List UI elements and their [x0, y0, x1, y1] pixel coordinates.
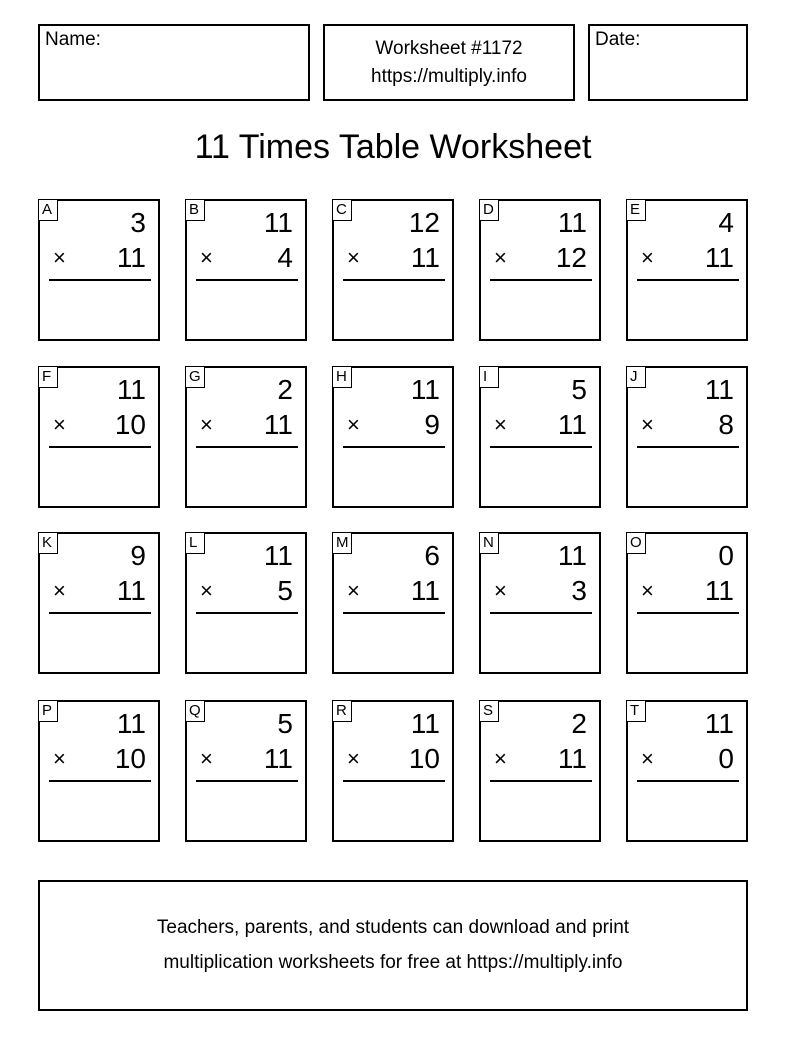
page-title: 11 Times Table Worksheet — [194, 128, 592, 166]
problem-card-e[interactable] — [626, 199, 748, 341]
answer-line — [343, 279, 445, 281]
multiplicand: 2 — [571, 708, 587, 739]
answer-line — [490, 780, 592, 782]
multiplier: 10 — [114, 409, 146, 440]
multiplicand: 11 — [116, 708, 146, 739]
problem-card-b[interactable] — [185, 199, 307, 341]
answer-line — [490, 612, 592, 614]
multiplier: 0 — [718, 743, 734, 774]
times-sign: × — [641, 245, 654, 270]
problem-card-n[interactable] — [479, 532, 601, 674]
multiplier: 3 — [571, 575, 587, 606]
multiplicand: 6 — [424, 540, 440, 571]
multiplier: 5 — [277, 575, 293, 606]
multiplicand: 11 — [410, 708, 440, 739]
multiplier: 11 — [263, 743, 293, 774]
footer-text-line-2: multiplication worksheets for free at https://multiply.info — [163, 952, 623, 973]
date-field[interactable] — [588, 24, 748, 101]
multiplicand: 5 — [277, 708, 293, 739]
answer-line — [49, 279, 151, 281]
times-sign: × — [53, 578, 66, 603]
worksheet-info-box — [323, 24, 575, 101]
answer-line — [490, 279, 592, 281]
worksheet-url: https://multiply.info — [371, 66, 527, 87]
problem-card-j[interactable] — [626, 366, 748, 508]
answer-line — [196, 279, 298, 281]
multiplicand: 11 — [410, 374, 440, 405]
problem-letter: O — [626, 532, 646, 554]
footer-box — [38, 880, 748, 1011]
name-field[interactable] — [38, 24, 310, 101]
problem-card-l[interactable] — [185, 532, 307, 674]
date-label: Date: — [595, 29, 641, 50]
multiplicand: 11 — [263, 540, 293, 571]
problem-card-r[interactable] — [332, 700, 454, 842]
times-sign: × — [494, 245, 507, 270]
problem-card-m[interactable] — [332, 532, 454, 674]
multiplier: 9 — [424, 409, 440, 440]
answer-line — [49, 780, 151, 782]
times-sign: × — [53, 245, 66, 270]
answer-line — [637, 612, 739, 614]
multiplier: 11 — [557, 409, 587, 440]
problem-letter: G — [185, 366, 205, 388]
problem-letter: L — [185, 532, 205, 554]
worksheet-number: Worksheet #1172 — [375, 38, 523, 59]
multiplier: 11 — [704, 242, 734, 273]
times-sign: × — [200, 412, 213, 437]
multiplicand: 0 — [718, 540, 734, 571]
problem-card-i[interactable] — [479, 366, 601, 508]
problem-card-k[interactable] — [38, 532, 160, 674]
problem-letter: C — [332, 199, 352, 221]
problem-card-o[interactable] — [626, 532, 748, 674]
times-sign: × — [494, 578, 507, 603]
answer-line — [196, 780, 298, 782]
times-sign: × — [347, 245, 360, 270]
multiplicand: 11 — [557, 540, 587, 571]
problem-letter: R — [332, 700, 352, 722]
name-label: Name: — [45, 29, 101, 50]
problem-letter: S — [479, 700, 499, 722]
answer-line — [49, 446, 151, 448]
problem-card-s[interactable] — [479, 700, 601, 842]
multiplier: 10 — [114, 743, 146, 774]
times-sign: × — [347, 746, 360, 771]
problem-letter: E — [626, 199, 646, 221]
times-sign: × — [53, 412, 66, 437]
multiplicand: 5 — [571, 374, 587, 405]
multiplicand: 3 — [130, 207, 146, 238]
problem-letter: F — [38, 366, 58, 388]
times-sign: × — [200, 746, 213, 771]
problem-card-c[interactable] — [332, 199, 454, 341]
multiplicand: 11 — [704, 374, 734, 405]
multiplier: 4 — [277, 242, 293, 273]
multiplier: 8 — [718, 409, 734, 440]
problem-letter: D — [479, 199, 499, 221]
multiplier: 11 — [410, 242, 440, 273]
multiplicand: 11 — [116, 374, 146, 405]
times-sign: × — [347, 578, 360, 603]
problem-letter: B — [185, 199, 205, 221]
multiplier: 10 — [408, 743, 440, 774]
answer-line — [343, 612, 445, 614]
problem-card-p[interactable] — [38, 700, 160, 842]
problem-letter: K — [38, 532, 58, 554]
multiplicand: 4 — [718, 207, 734, 238]
problem-letter: T — [626, 700, 646, 722]
multiplicand: 11 — [557, 207, 587, 238]
answer-line — [637, 780, 739, 782]
problem-card-d[interactable] — [479, 199, 601, 341]
times-sign: × — [200, 245, 213, 270]
answer-line — [196, 446, 298, 448]
multiplicand: 11 — [704, 708, 734, 739]
problem-card-a[interactable] — [38, 199, 160, 341]
multiplicand: 11 — [263, 207, 293, 238]
multiplier: 11 — [410, 575, 440, 606]
times-sign: × — [641, 746, 654, 771]
times-sign: × — [494, 746, 507, 771]
multiplier: 11 — [704, 575, 734, 606]
times-sign: × — [53, 746, 66, 771]
times-sign: × — [641, 412, 654, 437]
multiplicand: 2 — [277, 374, 293, 405]
multiplier: 11 — [557, 743, 587, 774]
problem-letter: P — [38, 700, 58, 722]
answer-line — [343, 446, 445, 448]
answer-line — [637, 279, 739, 281]
times-sign: × — [494, 412, 507, 437]
problem-card-q[interactable] — [185, 700, 307, 842]
multiplier: 11 — [116, 575, 146, 606]
answer-line — [196, 612, 298, 614]
times-sign: × — [641, 578, 654, 603]
problem-letter: A — [38, 199, 58, 221]
answer-line — [343, 780, 445, 782]
times-sign: × — [200, 578, 213, 603]
problem-card-g[interactable] — [185, 366, 307, 508]
multiplicand: 12 — [408, 207, 440, 238]
multiplier: 11 — [116, 242, 146, 273]
multiplicand: 9 — [130, 540, 146, 571]
problem-card-f[interactable] — [38, 366, 160, 508]
problem-letter: Q — [185, 700, 205, 722]
answer-line — [490, 446, 592, 448]
multiplier: 12 — [555, 242, 587, 273]
answer-line — [637, 446, 739, 448]
problem-card-t[interactable] — [626, 700, 748, 842]
footer-text-line-1: Teachers, parents, and students can download and print — [156, 917, 630, 938]
problem-letter: N — [479, 532, 499, 554]
problem-letter: J — [626, 366, 646, 388]
multiplier: 11 — [263, 409, 293, 440]
problem-letter: H — [332, 366, 352, 388]
problem-card-h[interactable] — [332, 366, 454, 508]
problem-letter: I — [479, 366, 499, 388]
answer-line — [49, 612, 151, 614]
problem-letter: M — [332, 532, 352, 554]
times-sign: × — [347, 412, 360, 437]
